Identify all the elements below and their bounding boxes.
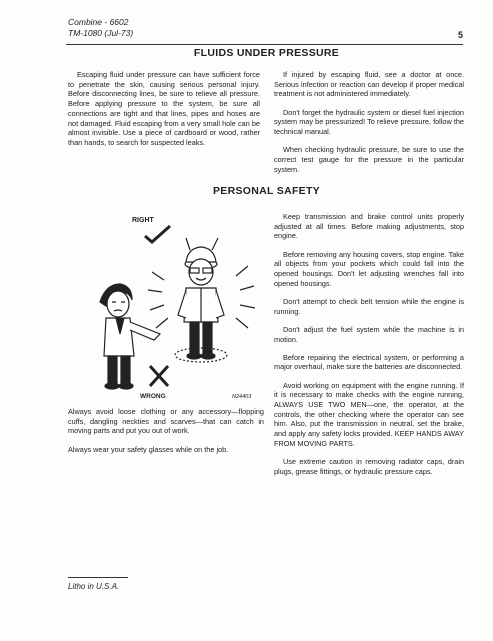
safety-paragraph: Always avoid loose clothing or any accessory—flopping cuffs, dangling neckties and scarves—that can catch in moving parts and put you out of work. xyxy=(68,407,264,436)
safety-illustration-drawing xyxy=(90,210,265,402)
safety-paragraph: Keep transmission and brake control units properly adjusted at all times. Before making adjustments, stop engine. xyxy=(274,212,464,241)
safety-paragraph: Don't attempt to check belt tension while the engine is running. xyxy=(274,296,464,316)
figure-id: N24403 xyxy=(232,394,252,400)
fluids-paragraph: When checking hydraulic pressure, be sure to use the correct test gauge for the pressure in the particular system. xyxy=(274,145,464,174)
safety-paragraph: Don't adjust the fuel system while the machine is in motion. xyxy=(274,324,464,344)
unsafe-worker-figure xyxy=(100,284,160,389)
fluids-paragraph: Escaping fluid under pressure can have sufficient force to penetrate the skin, causing serious personal injury. Before disconnecting lines, be sure to relieve all pressure. Before applying pressure to the system, be sure all connections are tight and that lines, pipes and hoses are not damaged. Fluid escaping from a very small hole can be almost invisible. Use a piece of cardboard or wood, rather than hands, to search for suspected leaks. xyxy=(68,70,260,147)
footer-printer-note: Litho in U.S.A. xyxy=(68,582,120,591)
wrong-label: WRONG xyxy=(140,393,166,400)
fluids-left-column xyxy=(68,70,260,156)
fluids-right-column xyxy=(274,70,464,183)
check-mark-icon xyxy=(145,226,170,242)
safety-paragraph: Avoid working on equipment with the engine running. If it is necessary to make checks with the engine running, ALWAYS USE TWO MEN—one, the operator, at the controls, the other checking where the operator can see him. Also, put the transmission in neutral, set the brake, and apply any safety locks provided. KEEP HANDS AWAY FROM MOVING PARTS. xyxy=(274,380,464,448)
safety-paragraph: Always wear your safety glasses while on the job. xyxy=(68,444,229,454)
safety-right-column xyxy=(274,212,464,485)
fluids-paragraph: Don't forget the hydraulic system or diesel fuel injection system may be pressurized! To relieve pressure, follow the technical manual. xyxy=(274,107,464,137)
header-divider xyxy=(66,44,463,45)
safety-left-column xyxy=(68,407,264,463)
header-doc-info xyxy=(68,17,133,39)
page-number: 5 xyxy=(458,30,464,40)
header-manual-id: TM-1080 (Jul-73) xyxy=(68,28,134,38)
right-label: RIGHT xyxy=(132,217,154,224)
safety-paragraph: Before repairing the electrical system, or performing a major overhaul, make sure the batteries are disconnected. xyxy=(274,352,464,372)
header-model: Combine - 6602 xyxy=(68,17,129,27)
personal-safety-title: PERSONAL SAFETY xyxy=(213,185,320,197)
safety-paragraph: Use extreme caution in removing radiator caps, drain plugs, grease fittings, or hydraulic pressure caps. xyxy=(274,457,464,476)
safe-worker-figure xyxy=(175,247,227,362)
safety-illustration xyxy=(90,210,265,402)
fluids-paragraph: If injured by escaping fluid, see a doctor at once. Serious infection or reaction can develop if proper medical treatment is not administered immediately. xyxy=(274,70,464,99)
footer-divider xyxy=(68,577,128,578)
safety-paragraph: Before removing any housing covers, stop engine. Take all objects from your pockets which could fall into the opened housings. Don't let adjusting wrenches fall into opened housings. xyxy=(274,249,464,288)
x-mark-icon xyxy=(150,366,168,386)
fluids-section-title: FLUIDS UNDER PRESSURE xyxy=(193,47,340,59)
